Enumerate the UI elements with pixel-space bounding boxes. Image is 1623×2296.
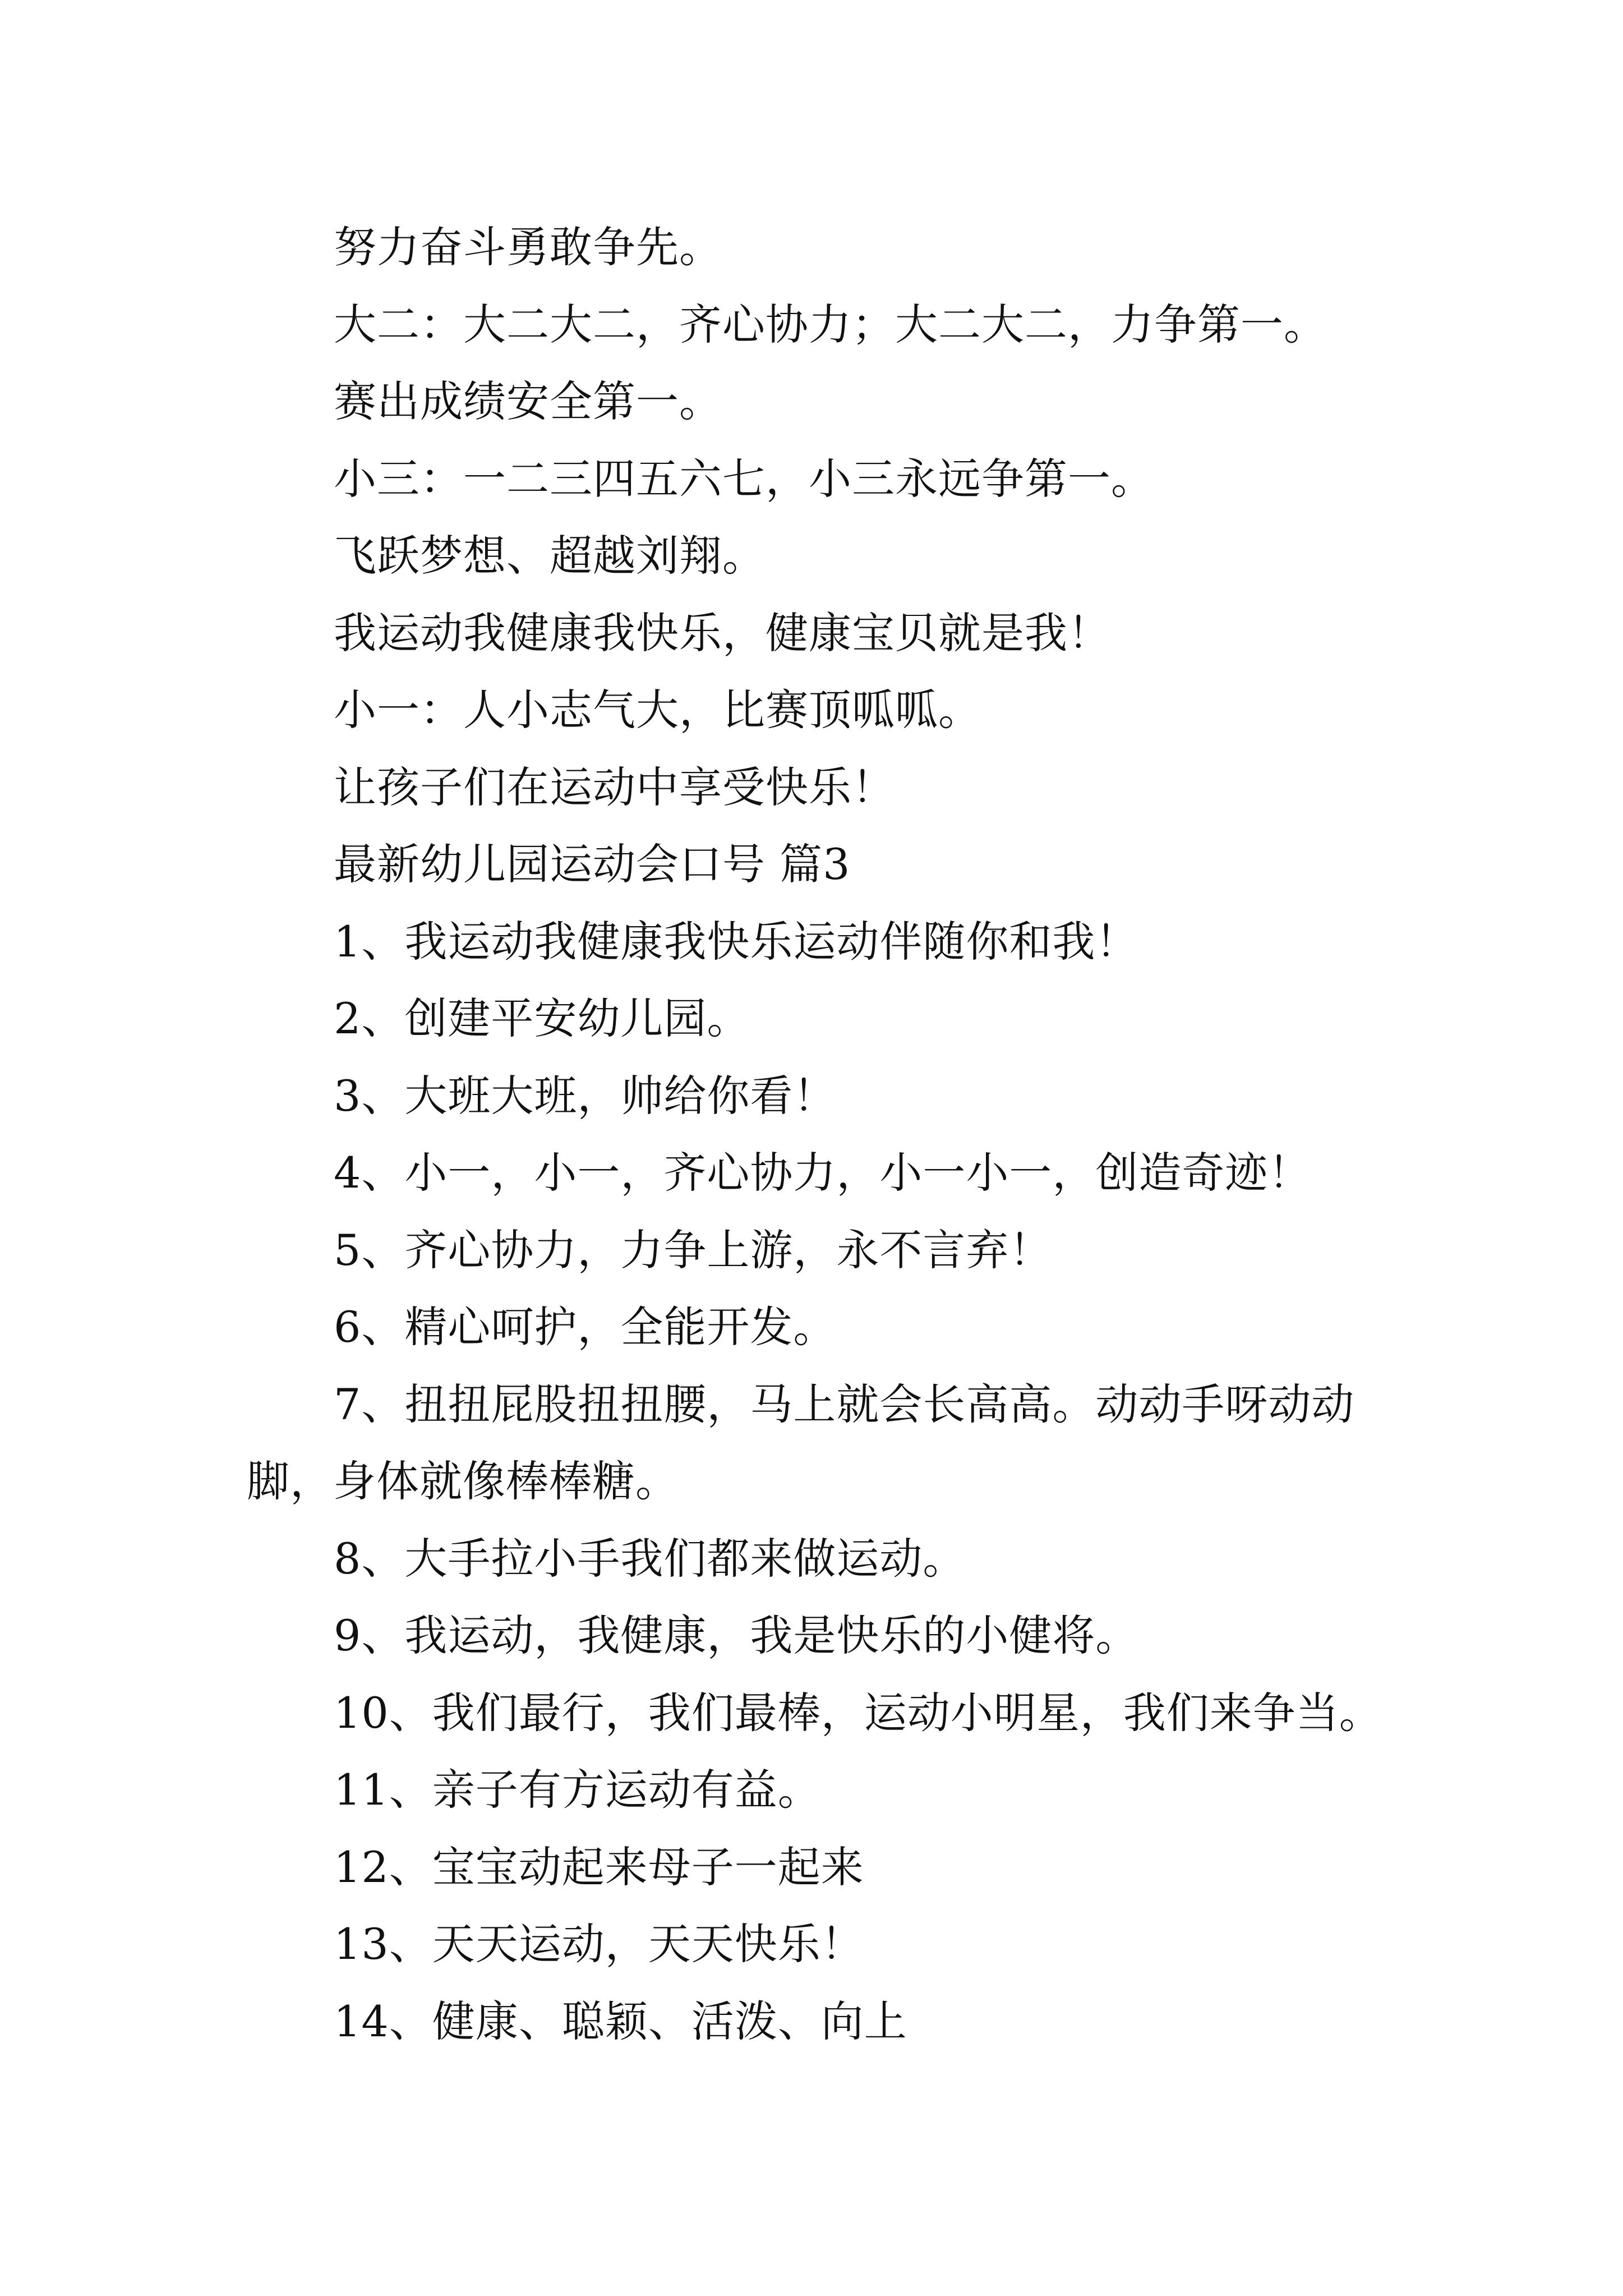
- list-item: 12、宝宝动起来母子一起来: [334, 1842, 864, 1892]
- list-item: 2、创建平安幼儿园。: [334, 993, 750, 1043]
- list-item: 1、我运动我健康我快乐运动伴随你和我！: [334, 916, 1139, 967]
- list-item-continuation: 脚，身体就像棒棒糖。: [247, 1456, 679, 1506]
- text-line: 让孩子们在运动中享受快乐！: [334, 762, 895, 812]
- list-item: 7、扭扭屁股扭扭腰，马上就会长高高。动动手呀动动: [334, 1379, 1355, 1429]
- text-line: 努力奋斗勇敢争先。: [334, 222, 722, 272]
- text-line: 飞跃梦想、超越刘翔。: [334, 531, 766, 581]
- list-item: 9、我运动，我健康，我是快乐的小健将。: [334, 1611, 1139, 1660]
- text-line: 小三：一二三四五六七，小三永远争第一。: [334, 453, 1154, 504]
- list-item: 4、小一，小一，齐心协力，小一小一，创造奇迹！: [334, 1148, 1312, 1198]
- list-item: 5、齐心协力，力争上游，永不言弃！: [334, 1225, 1053, 1275]
- list-item: 13、天天运动，天天快乐！: [334, 1919, 864, 1969]
- list-item: 10、我们最行，我们最棒，运动小明星，我们来争当。: [334, 1687, 1382, 1738]
- document-body: [247, 209, 1424, 2060]
- list-item: 3、大班大班，帅给你看！: [334, 1070, 837, 1121]
- list-item: 8、大手拉小手我们都来做运动。: [334, 1533, 966, 1584]
- section-heading: 最新幼儿园运动会口号 篇3: [334, 839, 851, 889]
- list-item: 11、亲子有方运动有益。: [334, 1765, 821, 1815]
- text-line: 大二：大二大二，齐心协力；大二大二，力争第一。: [334, 299, 1327, 349]
- text-line: 我运动我健康我快乐，健康宝贝就是我！: [334, 608, 1111, 658]
- text-line: 赛出成绩安全第一。: [334, 376, 722, 426]
- list-item: 14、健康、聪颖、活泼、向上: [334, 1996, 907, 2046]
- text-line: 小一：人小志气大，比赛顶呱呱。: [334, 685, 981, 735]
- list-item: 6、精心呵护，全能开发。: [334, 1302, 837, 1352]
